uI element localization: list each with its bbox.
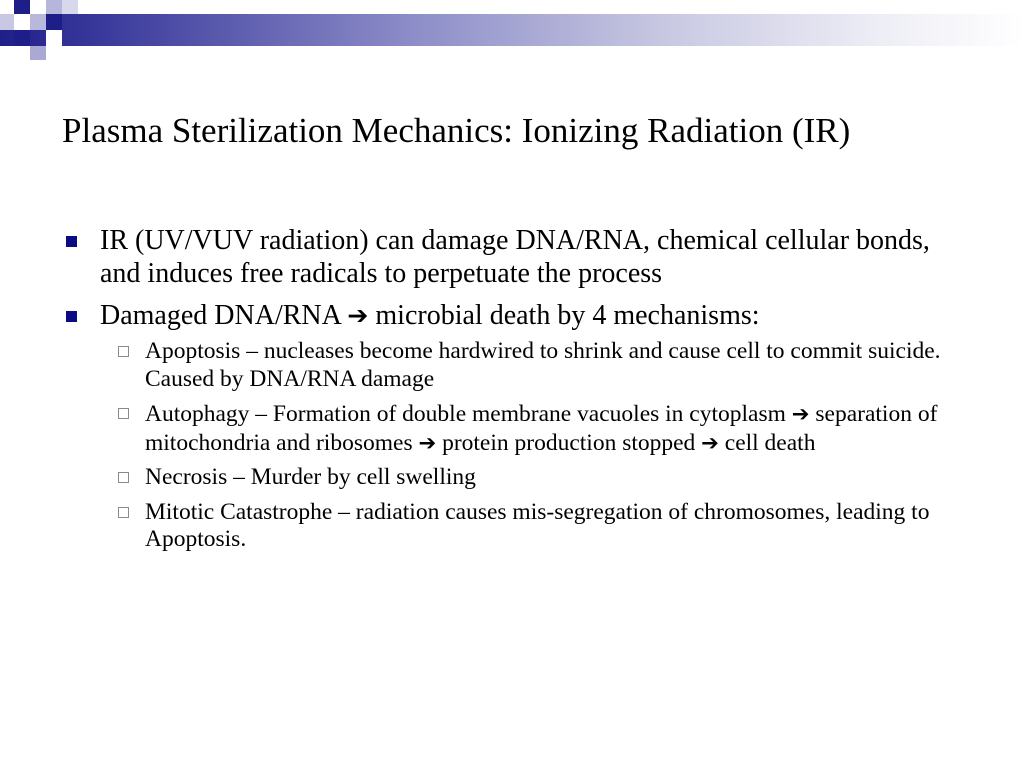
arrow-right-icon: ➔ <box>791 401 810 426</box>
hollow-square-bullet-icon <box>118 408 129 419</box>
slide-content <box>62 224 962 561</box>
header-square <box>14 30 30 46</box>
header-gradient-bar <box>0 14 1024 46</box>
sub-bullet-text: Mitotic Catastrophe – radiation causes mis-segregation of chromosomes, leading to Apoptosis. <box>145 498 930 552</box>
arrow-right-icon: ➔ <box>418 429 437 455</box>
sub-bullet-text: Necrosis – Murder by cell swelling <box>145 464 476 490</box>
header-square <box>46 30 62 46</box>
sub-bullet-item <box>114 464 962 492</box>
header-square <box>14 14 30 30</box>
sub-bullet-item <box>114 400 962 457</box>
sub-bullet-text: Apoptosis – nucleases become hardwired to shrink and cause cell to commit suicide. Caused by DNA/RNA damage <box>145 338 941 392</box>
header-square <box>0 14 14 30</box>
arrow-right-icon: ➔ <box>347 301 369 330</box>
hollow-square-bullet-icon <box>118 472 129 483</box>
header-square <box>46 14 62 30</box>
sub-bullet-item <box>114 499 962 554</box>
sub-bullet-text: cell death <box>724 429 816 456</box>
arrow-right-icon: ➔ <box>701 429 719 455</box>
bullet-item <box>62 224 962 290</box>
square-bullet-icon <box>66 236 77 247</box>
bullet-text: Damaged DNA/RNA <box>100 300 341 331</box>
sub-bullet-list <box>114 338 962 554</box>
hollow-square-bullet-icon <box>118 507 129 518</box>
sub-bullet-text: Autophagy – Formation of double membrane vacuoles in cytoplasm <box>145 401 786 427</box>
bullet-item <box>62 299 962 332</box>
header-square <box>30 46 46 60</box>
square-bullet-icon <box>66 311 77 322</box>
sub-bullet-text: protein production stopped <box>442 429 696 456</box>
header-square <box>30 14 46 30</box>
header-square <box>62 0 78 14</box>
bullet-text: microbial death by 4 mechanisms: <box>375 300 760 331</box>
sub-bullet-item <box>114 338 962 393</box>
sub-bullet-text: separation of mitochondria and ribosomes <box>145 401 938 456</box>
hollow-square-bullet-icon <box>118 346 129 357</box>
slide-title: Plasma Sterilization Mechanics: Ionizing Radiation (IR) <box>62 111 851 150</box>
bullet-text: IR (UV/VUV radiation) can damage DNA/RNA, chemical cellular bonds, and induces free radicals to perpetuate the process <box>100 225 930 289</box>
